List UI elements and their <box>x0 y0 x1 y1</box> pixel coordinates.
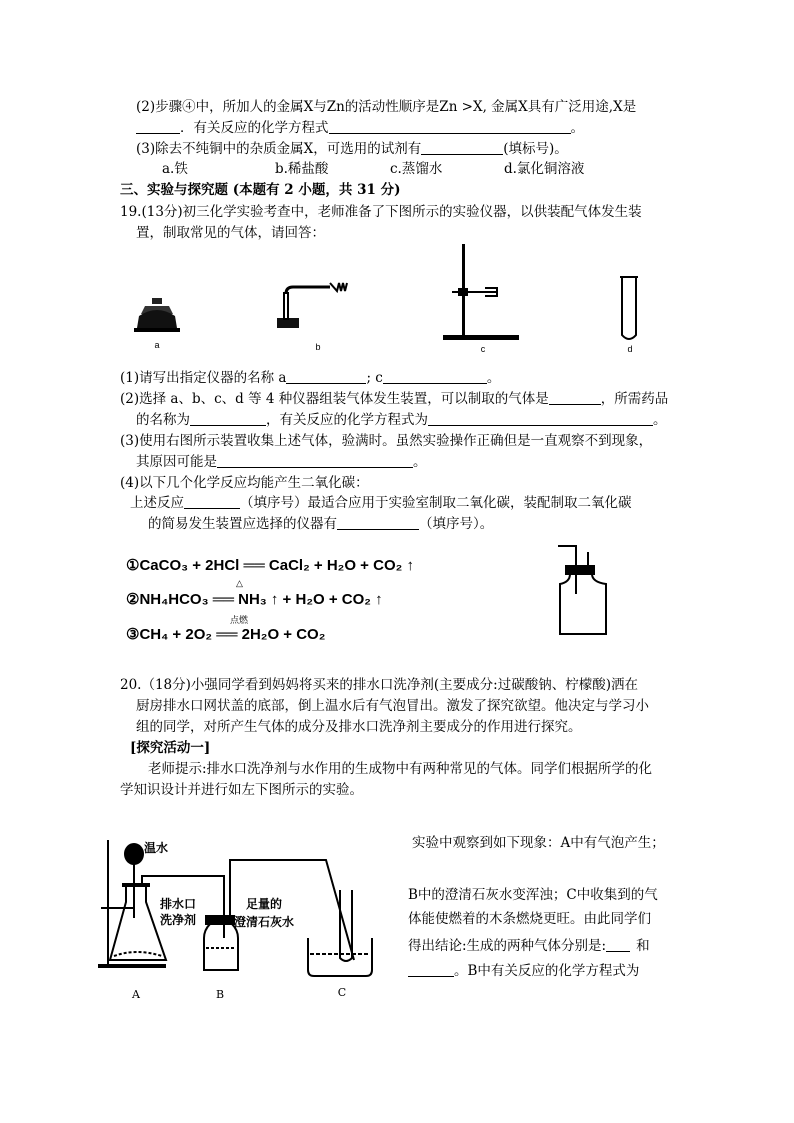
answer-blank[interactable] <box>421 141 503 155</box>
equation-2: △ ②NH₄HCO₃ ══ NH₃ ↑ + H₂O + CO₂ ↑ <box>126 578 383 608</box>
instrument-label-c: c <box>480 344 486 354</box>
label-C: C <box>337 986 347 999</box>
q19-part4-line3: 的简易发生装置应选择的仪器有 （填序号）。 <box>148 516 494 532</box>
q20-hint-line1: 老师提示:排水口洗净剂与水作用的生成物中有两种常见的气体。同学们根据所学的化 <box>148 761 653 777</box>
condition-heat: △ <box>236 578 243 588</box>
answer-blank[interactable] <box>184 495 240 509</box>
answer-blank[interactable] <box>606 938 630 952</box>
obs-line2: B中的澄清石灰水变浑浊；C中收集到的气 <box>408 887 658 903</box>
obs-line3: 体能使燃着的木条燃烧更旺。由此同学们 <box>408 911 651 927</box>
iron-stand-icon <box>443 244 519 340</box>
gas-collecting-bottle-icon <box>558 546 606 634</box>
collecting-tube-icon <box>340 890 352 961</box>
label-A: A <box>132 988 140 1001</box>
q19-part4-line1: (4)以下几个化学反应均能产生二氧化碳： <box>120 475 369 491</box>
gas-bottle-figure <box>548 540 618 640</box>
q19-part2-line2: 的名称为 ，有关反应的化学方程式为 。 <box>136 412 667 428</box>
answer-blank[interactable] <box>408 963 454 977</box>
condition-ignite: 点燃 <box>230 615 249 625</box>
q19-part3-line2: 其原因可能是 。 <box>136 454 427 470</box>
q18-option-d: d.氯化铜溶液 <box>504 161 585 177</box>
equation-1: ①CaCO₃ + 2HCl ══ CaCl₂ + H₂O + CO₂ ↑ <box>126 557 414 574</box>
q19-part4-line2: 上述反应 （填序号）最适合应用于实验室制取二氧化碳，装配制取二氧化碳 <box>130 495 632 511</box>
q19-part2-line1: (2)选择 a、b、c、d 等 4 种仪器组装气体发生装置，可以制取的气体是 ，所需药品 <box>120 391 669 407</box>
obs-line1: 实验中观察到如下现象：A中有气泡产生； <box>412 835 665 851</box>
test-tube-icon <box>620 277 638 339</box>
label-lime-1: 足量的 <box>246 897 283 911</box>
answer-blank[interactable] <box>136 120 180 134</box>
answer-blank[interactable] <box>329 120 571 134</box>
instrument-label-d: d <box>627 344 633 354</box>
activity-title: [探究活动一] <box>130 740 211 756</box>
answer-blank[interactable] <box>286 370 366 384</box>
equation-3: 点燃 ③CH₄ + 2O₂ ══ 2H₂O + CO₂ <box>126 615 326 643</box>
label-warm-water: 温水 <box>144 841 169 855</box>
separatory-funnel-icon <box>125 844 143 918</box>
label-cleaner-1: 排水口 <box>160 897 197 911</box>
q18-option-a: a.铁 <box>162 161 188 177</box>
conical-flask-icon <box>110 885 166 960</box>
obs-line4: 得出结论:生成的两种气体分别是: 和 <box>408 938 650 954</box>
answer-blank[interactable] <box>549 391 601 405</box>
label-cleaner-2: 洗净剂 <box>160 913 197 927</box>
label-B: B <box>215 988 225 1001</box>
q20-line2: 厨房排水口网状盖的底部，倒上温水后有气泡冒出。激发了探究欲望。他决定与学习小 <box>136 698 649 714</box>
q18-option-b: b.稀盐酸 <box>275 161 329 177</box>
q18-option-c: c.蒸馏水 <box>390 161 443 177</box>
answer-blank[interactable] <box>428 412 653 426</box>
q20-line3: 组的同学，对所产生气体的成分及排水口洗净剂主要成分的作用进行探究。 <box>136 719 582 735</box>
q20-hint-line2: 学知识设计并进行如左下图所示的实验。 <box>120 782 363 798</box>
q20-line1: 20.（18分)小强同学看到妈妈将买来的排水口洗净剂(主要成分:过碳酸钠、柠檬酸)洒在 <box>120 677 638 693</box>
apparatus-figure <box>96 830 396 1005</box>
q18-part3: (3)除去不纯铜中的杂质金属X，可选用的试剂有 (填标号)。 <box>136 141 568 157</box>
answer-blank[interactable] <box>190 412 266 426</box>
instrument-label-a: a <box>154 340 160 350</box>
stopper-delivery-tube-icon <box>277 283 347 328</box>
obs-line5: 。B中有关反应的化学方程式为 <box>408 962 639 980</box>
answer-blank[interactable] <box>383 370 487 384</box>
q18-part2-line1: (2)步骤④中，所加人的金属X与Zn的活动性顺序是Zn >X, 金属X具有广泛用途,X是 <box>136 99 637 115</box>
section-title: 三、实验与探究题 (本题有 2 小题，共 31 分) <box>120 182 401 198</box>
label-lime-2: 澄清石灰水 <box>234 915 295 929</box>
instrument-label-b: b <box>315 342 321 352</box>
q19-part1: (1)请写出指定仪器的名称 a ; c 。 <box>120 370 501 386</box>
q19-part3-line1: (3)使用右图所示装置收集上述气体，验满时。虽然实验操作正确但是一直观察不到现象， <box>120 433 653 449</box>
alcohol-lamp-icon <box>134 298 180 332</box>
q18-part2-line2: ．有关反应的化学方程式 。 <box>136 119 584 137</box>
instruments-figure <box>125 240 665 360</box>
q19-stem-line2: 置，制取常见的气体，请回答： <box>136 225 325 241</box>
answer-blank[interactable] <box>217 454 413 468</box>
q19-stem-line1: 19.(13分)初三化学实验考查中，老师准备了下图所示的实验仪器，以供装配气体发生装 <box>120 204 642 220</box>
answer-blank[interactable] <box>337 516 419 530</box>
